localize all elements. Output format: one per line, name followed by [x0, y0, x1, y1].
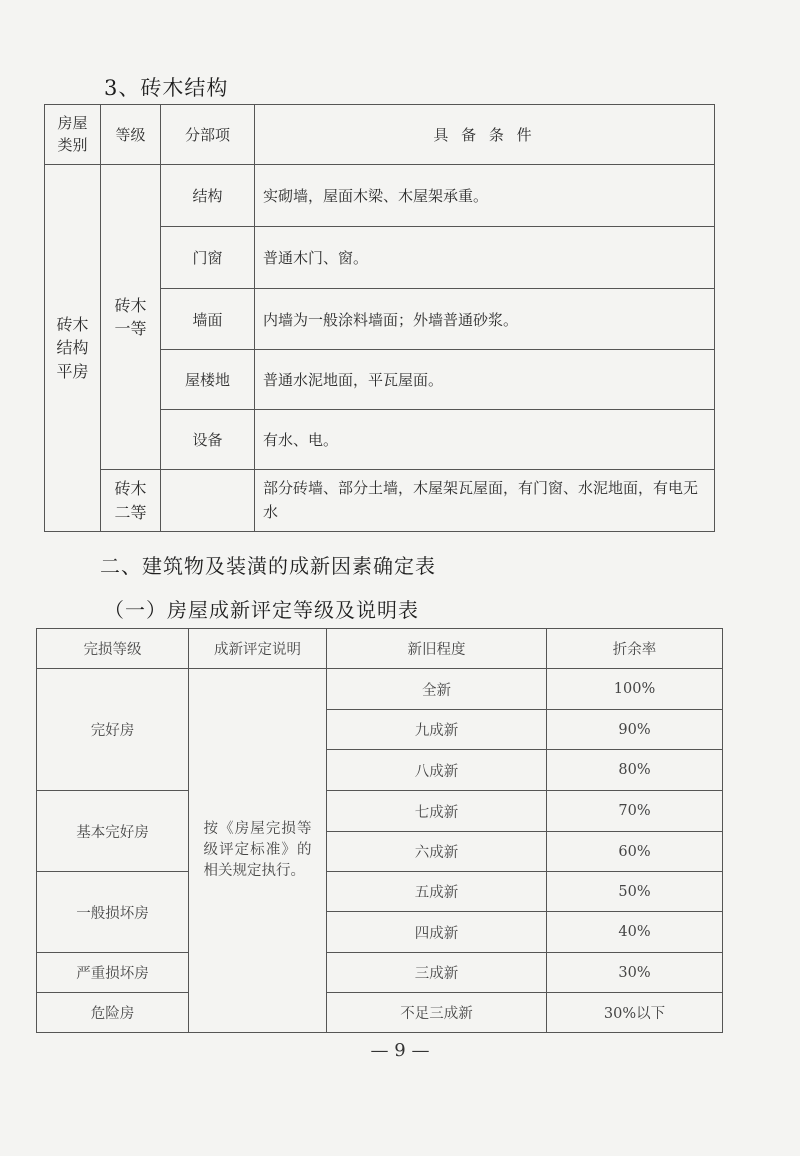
heading-2: 二、建筑物及装潢的成新因素确定表: [100, 554, 436, 578]
table-cell: 30%以下: [547, 993, 723, 1033]
table-cell: 40%: [547, 912, 723, 953]
table-cell: 70%: [547, 791, 723, 832]
table-cell: 门窗: [161, 227, 255, 289]
header-residual-rate: 折余率: [547, 629, 723, 669]
table-cell: 三成新: [327, 953, 547, 993]
page-number: — 9 —: [370, 1040, 430, 1061]
table-cell: 内墙为一般涂料墙面；外墙普通砂浆。: [255, 289, 715, 350]
table-cell: 墙面: [161, 289, 255, 350]
condition-rating-table: [36, 628, 723, 1033]
table-cell: 普通木门、窗。: [255, 227, 715, 289]
grade2-condition: 部分砖墙、部分土墙，木屋架瓦屋面，有门窗、水泥地面，有电无水: [263, 479, 699, 521]
table-cell: [255, 470, 715, 532]
table-cell: [161, 470, 255, 532]
table-cell: 普通水泥地面，平瓦屋面。: [255, 350, 715, 410]
table-cell: 80%: [547, 750, 723, 791]
header-damage-grade: 完损等级: [37, 629, 189, 669]
header-newness: 新旧程度: [327, 629, 547, 669]
table-cell: 设备: [161, 410, 255, 470]
table-cell: 八成新: [327, 750, 547, 791]
note-cell: [189, 669, 327, 1033]
grade-cell: 基本完好房: [37, 791, 189, 872]
header-rating-note: 成新评定说明: [189, 629, 327, 669]
table-cell: 四成新: [327, 912, 547, 953]
table-cell: 不足三成新: [327, 993, 547, 1033]
table-cell: 五成新: [327, 872, 547, 912]
heading-3: （一）房屋成新评定等级及说明表: [104, 598, 419, 622]
header-item: 分部项: [161, 105, 255, 165]
table-cell: 90%: [547, 710, 723, 750]
table-cell: 50%: [547, 872, 723, 912]
header-category: 房屋类别: [45, 105, 101, 165]
section-heading: 3、砖木结构: [104, 76, 229, 100]
table-cell: 100%: [547, 669, 723, 710]
header-grade: 等级: [101, 105, 161, 165]
category-cell: 砖木结构平房: [45, 165, 101, 532]
grade-cell: 完好房: [37, 669, 189, 791]
table-cell: 九成新: [327, 710, 547, 750]
table-cell: 60%: [547, 832, 723, 872]
table-cell: 实砌墙，屋面木梁、木屋架承重。: [255, 165, 715, 227]
grade2-cell: 砖木二等: [101, 470, 161, 532]
table-cell: 结构: [161, 165, 255, 227]
header-condition: 具 备 条 件: [255, 105, 715, 165]
table-cell: 屋楼地: [161, 350, 255, 410]
table-cell: 有水、电。: [255, 410, 715, 470]
brick-wood-structure-table: [44, 104, 715, 532]
table-cell: 七成新: [327, 791, 547, 832]
grade-cell: 危险房: [37, 993, 189, 1033]
grade-cell: 一般损坏房: [37, 872, 189, 953]
note-text: 按《房屋完损等级评定标准》的相关规定执行。: [203, 820, 312, 879]
grade1-cell: 砖木一等: [101, 165, 161, 470]
table-cell: 全新: [327, 669, 547, 710]
table-cell: 六成新: [327, 832, 547, 872]
grade-cell: 严重损坏房: [37, 953, 189, 993]
table-cell: 30%: [547, 953, 723, 993]
